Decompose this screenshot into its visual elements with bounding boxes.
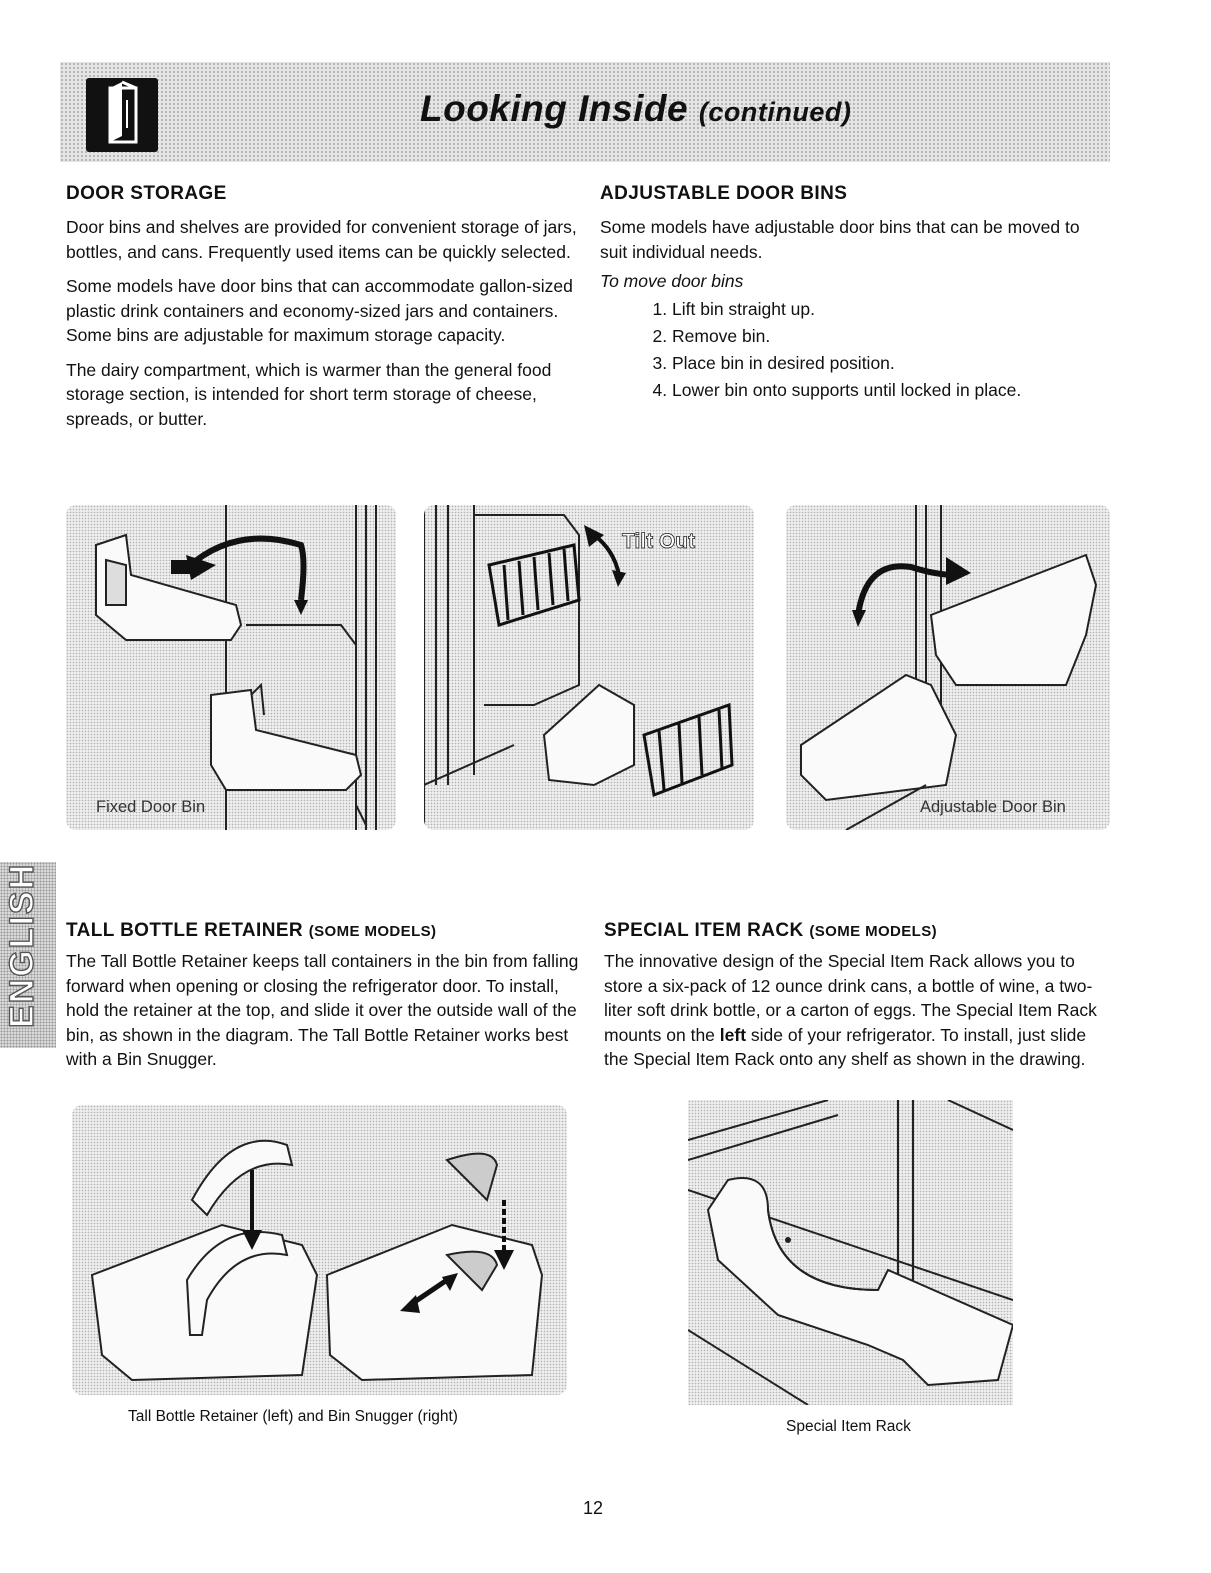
special-rack-heading-main: SPECIAL ITEM RACK — [604, 920, 804, 941]
fixed-door-bin-label: Fixed Door Bin — [96, 798, 206, 816]
steps-label: To move door bins — [600, 271, 744, 291]
special-rack-figure — [688, 1100, 1013, 1405]
door-storage-para-3: The dairy compartment, which is warmer than the general food storage section, is intended for short term storage of cheese, spreads, or butter. — [66, 359, 552, 429]
title-main: Looking Inside — [420, 88, 689, 129]
page-title — [420, 88, 851, 130]
step-item: 1. Lift bin straight up. — [672, 296, 1090, 323]
page-number: 12 — [583, 1498, 604, 1518]
special-rack-heading — [604, 920, 1104, 942]
tall-bottle-heading — [66, 920, 582, 942]
special-rack-section — [604, 920, 1104, 1072]
steps-list — [600, 296, 1090, 404]
special-rack-body — [604, 949, 1104, 1072]
special-rack-heading-note: (SOME MODELS) — [809, 923, 938, 940]
step-item: 3. Place bin in desired position. — [672, 350, 1090, 377]
tall-bottle-heading-main: TALL BOTTLE RETAINER — [66, 920, 304, 941]
title-sub: (continued) — [698, 97, 852, 127]
step-item: 2. Remove bin. — [672, 323, 1090, 350]
step-item: 4. Lower bin onto supports until locked in place. — [672, 377, 1090, 404]
special-rack-body-before: The innovative design of the Special Item Rack allows you to store a six-pack of 12 ounce drink cans, a bottle of wine, a two-liter soft drink bottle, or a carton of eggs. The Special Item Rack mounts on the — [604, 951, 1097, 1045]
fixed-door-bin-figure — [66, 505, 396, 830]
tilt-out-label: Tilt Out — [622, 530, 696, 553]
door-storage-heading: DOOR STORAGE — [66, 183, 227, 204]
special-rack-caption: Special Item Rack — [786, 1418, 911, 1435]
tall-bottle-body: The Tall Bottle Retainer keeps tall containers in the bin from falling forward when opening or closing the refrigerator door. To install, hold the retainer at the top, and slide it over the outside wall of the bin, as shown in the diagram. The Tall Bottle Retainer works best with a Bin Snugger. — [66, 951, 579, 1069]
door-storage-para-2: Some models have door bins that can accommodate gallon-sized plastic drink containers and economy-sized jars and containers. Some bins are adjustable for maximum storage capacity. — [66, 276, 573, 345]
language-tab-label: ENGLISH — [3, 862, 41, 1028]
tall-bottle-section — [66, 920, 582, 1072]
adjustable-door-bin-label: Adjustable Door Bin — [920, 798, 1066, 816]
adjustable-bins-section — [600, 183, 1090, 404]
tilt-out-figure — [424, 505, 754, 830]
tall-bottle-heading-note: (SOME MODELS) — [308, 923, 437, 940]
door-storage-para-1: Door bins and shelves are provided for convenient storage of jars, bottles, and cans. Frequently used items can be quickly selected. — [66, 217, 577, 262]
tall-bottle-caption: Tall Bottle Retainer (left) and Bin Snugger (right) — [128, 1408, 458, 1425]
adjustable-bins-intro: Some models have adjustable door bins that can be moved to suit individual needs. — [600, 217, 1080, 262]
door-storage-section — [66, 183, 578, 431]
adjustable-door-bin-figure — [786, 505, 1110, 830]
special-rack-body-after: side of your refrigerator. To install, just slide the Special Item Rack onto any shelf as shown in the drawing. — [604, 1024, 1087, 1069]
tall-bottle-figure — [72, 1105, 567, 1395]
special-rack-body-bold: left — [719, 1024, 747, 1045]
refrigerator-icon — [86, 78, 158, 152]
adjustable-bins-heading: ADJUSTABLE DOOR BINS — [600, 183, 848, 204]
